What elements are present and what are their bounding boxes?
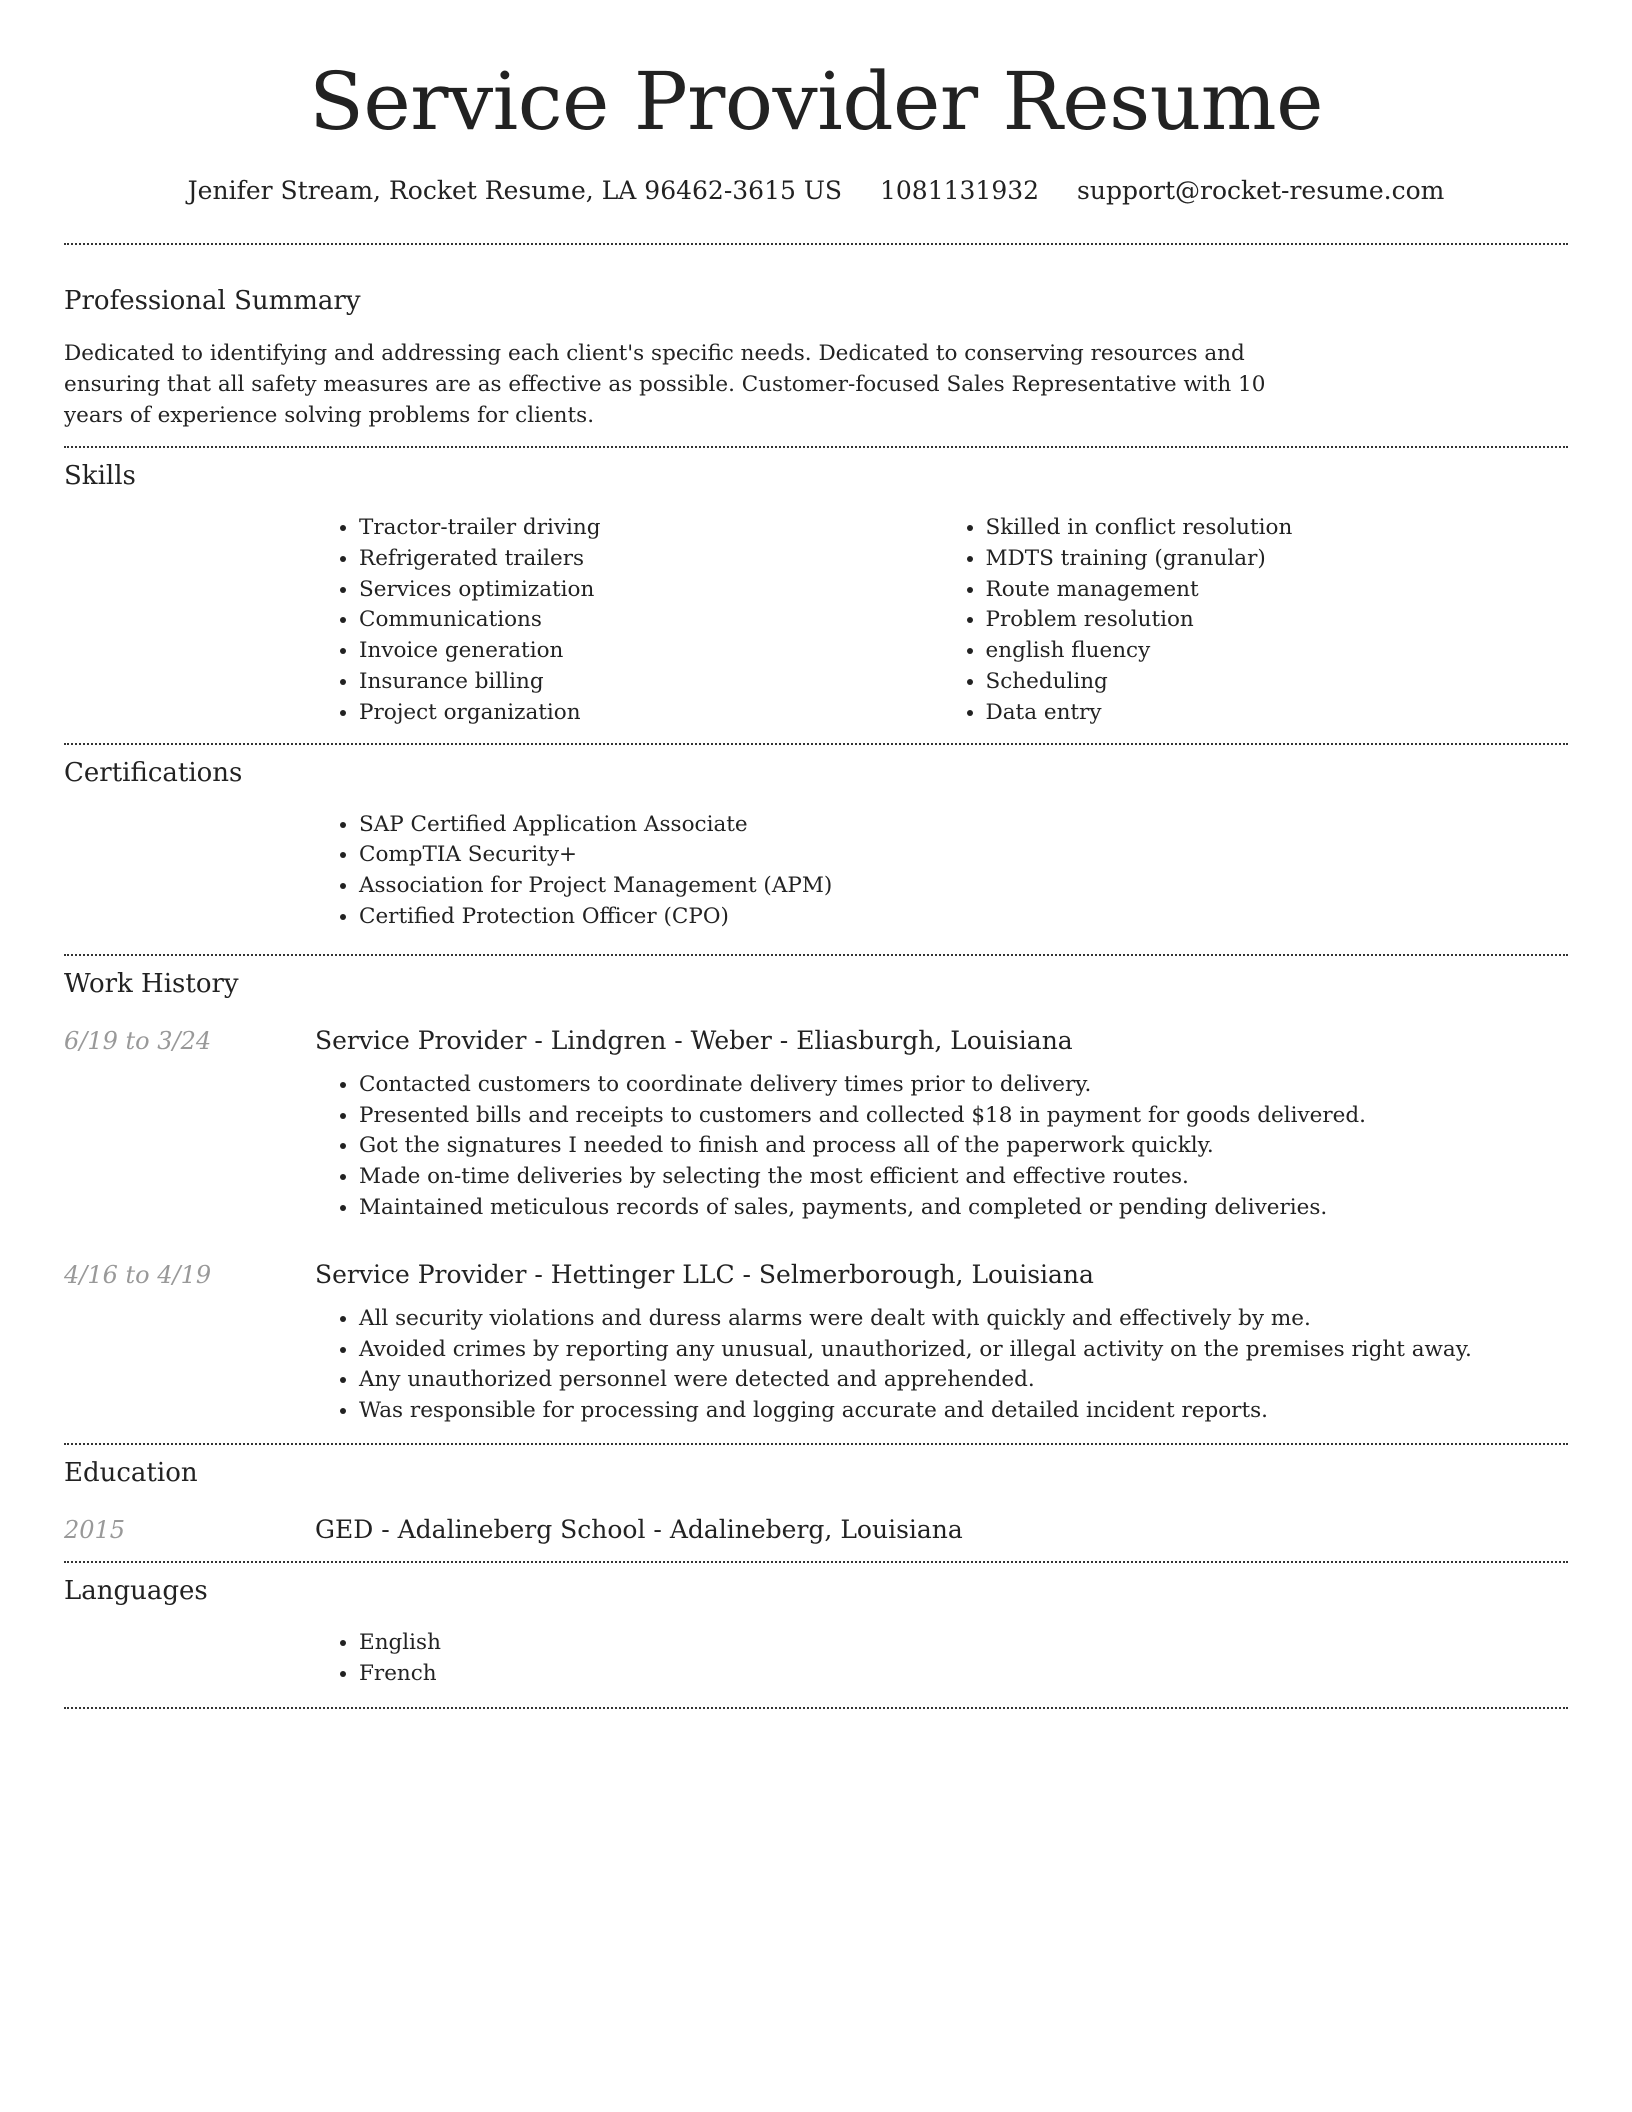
work-heading: Work History — [64, 968, 239, 999]
list-item: • CompTIA Security+ — [359, 840, 1568, 871]
education-year: 2015 — [64, 1515, 126, 1544]
job-dates: 6/19 to 3/24 — [64, 1026, 212, 1055]
list-item: • Certified Protection Officer (CPO) — [359, 902, 1568, 933]
certifications-list — [315, 810, 1568, 933]
list-item: • English — [359, 1628, 1568, 1659]
skills-heading: Skills — [64, 461, 136, 491]
job-entry — [64, 1258, 1568, 1292]
job-entry — [64, 1024, 1568, 1058]
contact-address: Jenifer Stream, Rocket Resume, LA 96462-3615 US — [187, 176, 843, 205]
list-item: • Presented bills and receipts to customers and collected $18 in payment for goods delivered. — [359, 1101, 1568, 1132]
work-section — [64, 956, 1568, 1427]
job-bullets — [315, 1070, 1568, 1224]
list-item: • Scheduling — [986, 667, 1569, 698]
list-item: • Skilled in conflict resolution — [986, 513, 1569, 544]
list-item: • Problem resolution — [986, 605, 1569, 636]
languages-section — [64, 1563, 1568, 1690]
skills-list-left — [315, 513, 942, 729]
summary-heading: Professional Summary — [64, 286, 361, 316]
list-item: • Made on-time deliveries by selecting the most efficient and effective routes. — [359, 1162, 1568, 1193]
list-item: • Refrigerated trailers — [359, 544, 942, 575]
languages-list — [315, 1628, 1568, 1690]
education-degree: GED - Adalineberg School - Adalineberg, Louisiana — [315, 1514, 963, 1544]
certifications-heading: Certifications — [64, 757, 243, 788]
list-item: • Project organization — [359, 698, 942, 729]
list-item: • Contacted customers to coordinate delivery times prior to delivery. — [359, 1070, 1568, 1101]
list-item: • Was responsible for processing and logging accurate and detailed incident reports. — [359, 1396, 1568, 1427]
resume-title: Service Provider Resume — [309, 55, 1323, 148]
list-item: • Association for Project Management (APM) — [359, 871, 1568, 902]
list-item: • Tractor-trailer driving — [359, 513, 942, 544]
list-item: • Avoided crimes by reporting any unusual, unauthorized, or illegal activity on the premises right away. — [359, 1335, 1568, 1366]
skills-section — [64, 448, 1568, 729]
education-entry — [64, 1513, 1568, 1547]
languages-heading: Languages — [64, 1575, 208, 1606]
summary-section — [64, 245, 1568, 431]
list-item: • english fluency — [986, 636, 1569, 667]
skills-list-right — [942, 513, 1569, 729]
contact-email: support@rocket-resume.com — [1077, 176, 1445, 205]
list-item: • Communications — [359, 605, 942, 636]
list-item: • Services optimization — [359, 575, 942, 606]
list-item: • Got the signatures I needed to finish and process all of the paperwork quickly. — [359, 1131, 1568, 1162]
list-item: • Any unauthorized personnel were detected and apprehended. — [359, 1365, 1568, 1396]
education-section — [64, 1445, 1568, 1547]
job-role: Service Provider - Hettinger LLC - Selmerborough, Louisiana — [315, 1259, 1094, 1289]
list-item: • MDTS training (granular) — [986, 544, 1569, 575]
list-item: • Insurance billing — [359, 667, 942, 698]
summary-text: Dedicated to identifying and addressing each client's specific needs. Dedicated to conserving resources and ensuring that all safety measures are as effective as possible. Customer-focused Sales Representative with 10 years of experience solving problems for clients. — [64, 341, 1266, 428]
list-item: • Maintained meticulous records of sales, payments, and completed or pending deliveries. — [359, 1193, 1568, 1224]
contact-phone: 1081131932 — [880, 176, 1040, 205]
divider — [64, 1707, 1568, 1709]
certifications-section — [64, 745, 1568, 933]
job-dates: 4/16 to 4/19 — [64, 1260, 212, 1289]
list-item: • Route management — [986, 575, 1569, 606]
job-role: Service Provider - Lindgren - Weber - Eliasburgh, Louisiana — [315, 1025, 1073, 1055]
contact-line — [64, 174, 1568, 208]
skills-columns — [315, 513, 1568, 729]
list-item: • All security violations and duress alarms were dealt with quickly and effectively by me. — [359, 1304, 1568, 1335]
list-item: • Data entry — [986, 698, 1569, 729]
list-item: • French — [359, 1659, 1568, 1690]
education-heading: Education — [64, 1457, 198, 1488]
list-item: • SAP Certified Application Associate — [359, 810, 1568, 841]
list-item: • Invoice generation — [359, 636, 942, 667]
job-bullets — [315, 1304, 1568, 1427]
